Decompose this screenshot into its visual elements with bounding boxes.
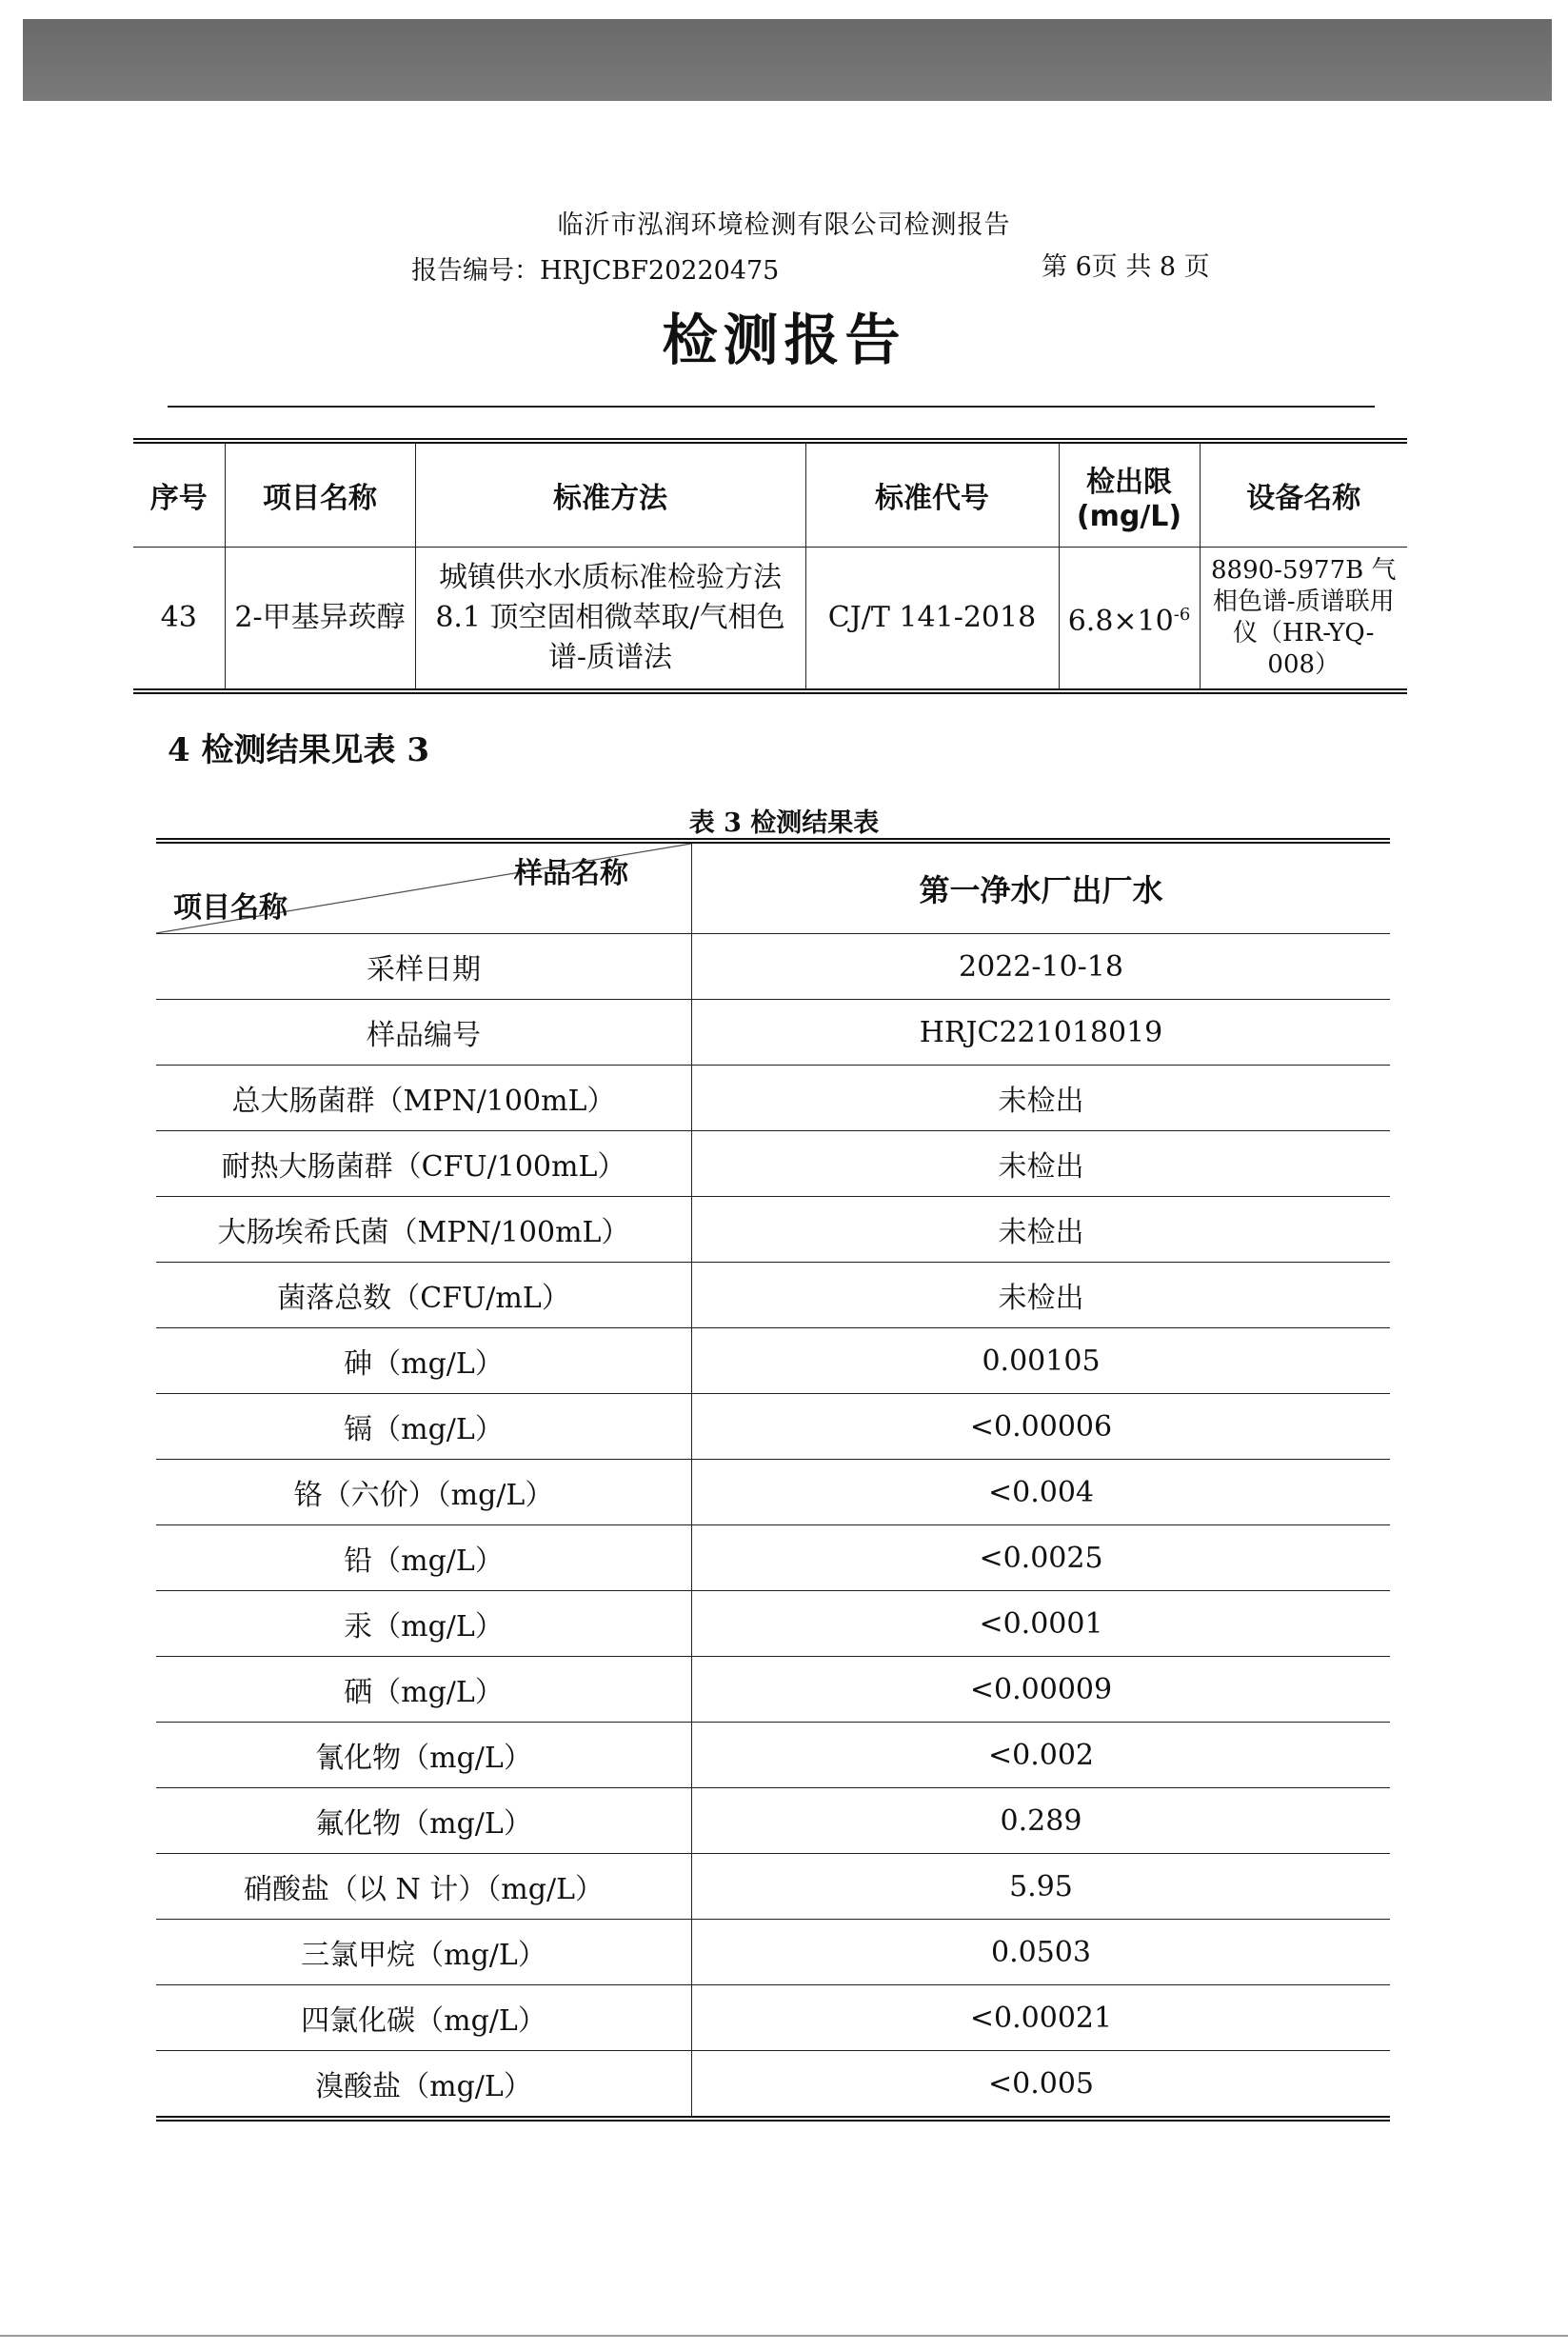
company-header: 临沂市泓润环境检测有限公司检测报告 <box>557 210 1011 240</box>
limit-exponent: -6 <box>1173 604 1191 625</box>
table-row <box>156 1394 1390 1460</box>
table-row <box>156 934 1390 1000</box>
cell-code: CJ/T 141-2018 <box>805 548 1059 692</box>
header-method: 标准方法 <box>415 441 805 548</box>
result-item: 菌落总数（CFU/mL） <box>156 1263 692 1328</box>
result-item: 三氯甲烷（mg/L） <box>156 1920 692 1985</box>
result-value: 未检出 <box>692 1197 1391 1263</box>
results-header-row <box>156 841 1390 934</box>
result-value: <0.0025 <box>692 1525 1391 1591</box>
result-value: 0.0503 <box>692 1920 1391 1985</box>
result-value: <0.00006 <box>692 1394 1391 1460</box>
header-equipment: 设备名称 <box>1200 441 1407 548</box>
result-item: 四氯化碳（mg/L） <box>156 1985 692 2051</box>
corner-sample-label: 样品名称 <box>514 857 628 890</box>
result-value: HRJC221018019 <box>692 1000 1391 1066</box>
table-row <box>156 1657 1390 1723</box>
cell-limit <box>1059 548 1200 692</box>
table-row <box>156 2051 1390 2120</box>
result-item: 氟化物（mg/L） <box>156 1788 692 1854</box>
table-row <box>156 1460 1390 1525</box>
table-row <box>156 1920 1390 1985</box>
result-item: 铬（六价）（mg/L） <box>156 1460 692 1525</box>
table-row <box>156 1263 1390 1328</box>
result-value: 未检出 <box>692 1131 1391 1197</box>
table-row <box>156 1591 1390 1657</box>
report-number: 报告编号：HRJCBF20220475 <box>411 256 780 286</box>
result-item: 氰化物（mg/L） <box>156 1723 692 1788</box>
cell-equipment: 8890-5977B 气相色谱-质谱联用仪（HR-YQ-008） <box>1200 548 1407 692</box>
table-row <box>156 1131 1390 1197</box>
results-table <box>156 838 1390 2122</box>
table-row <box>156 1000 1390 1066</box>
methods-header-row <box>133 441 1407 548</box>
result-value: <0.00009 <box>692 1657 1391 1723</box>
table-row <box>156 1985 1390 2051</box>
header-code: 标准代号 <box>805 441 1059 548</box>
cell-method: 城镇供水水质标准检验方法 8.1 顶空固相微萃取/气相色谱-质谱法 <box>415 548 805 692</box>
limit-base: 6.8×10 <box>1067 604 1174 638</box>
table-row <box>156 1197 1390 1263</box>
table-row <box>156 1723 1390 1788</box>
result-value: <0.0001 <box>692 1591 1391 1657</box>
table-row <box>156 1328 1390 1394</box>
result-value: 0.00105 <box>692 1328 1391 1394</box>
cell-item: 2-甲基异莰醇 <box>225 548 415 692</box>
header-item: 项目名称 <box>225 441 415 548</box>
header-limit-unit: (mg/L) <box>1076 499 1182 533</box>
section-heading: 4 检测结果见表 3 <box>168 731 429 769</box>
scan-bottom-line <box>0 2335 1568 2337</box>
result-item: 铅（mg/L） <box>156 1525 692 1591</box>
title-divider <box>168 406 1375 408</box>
result-value: <0.004 <box>692 1460 1391 1525</box>
result-item: 镉（mg/L） <box>156 1394 692 1460</box>
diagonal-header-cell <box>156 841 692 934</box>
header-limit-label: 检出限 <box>1086 465 1172 499</box>
table-row <box>156 1525 1390 1591</box>
result-item: 硒（mg/L） <box>156 1657 692 1723</box>
corner-item-label: 项目名称 <box>173 891 288 925</box>
result-item: 总大肠菌群（MPN/100mL） <box>156 1066 692 1131</box>
scan-top-bar <box>23 19 1552 101</box>
result-value: 未检出 <box>692 1263 1391 1328</box>
sample-name-header: 第一净水厂出厂水 <box>692 841 1391 934</box>
result-item: 耐热大肠菌群（CFU/100mL） <box>156 1131 692 1197</box>
report-title: 检测报告 <box>662 308 906 372</box>
result-value: <0.00021 <box>692 1985 1391 2051</box>
result-value: 未检出 <box>692 1066 1391 1131</box>
cell-seq: 43 <box>133 548 225 692</box>
result-value: 0.289 <box>692 1788 1391 1854</box>
result-item: 汞（mg/L） <box>156 1591 692 1657</box>
results-table-title: 表 3 检测结果表 <box>688 808 880 838</box>
header-limit <box>1059 441 1200 548</box>
result-value: <0.005 <box>692 2051 1391 2120</box>
result-item: 样品编号 <box>156 1000 692 1066</box>
table-row <box>156 1788 1390 1854</box>
result-item: 溴酸盐（mg/L） <box>156 2051 692 2120</box>
result-item: 大肠埃希氏菌（MPN/100mL） <box>156 1197 692 1263</box>
table-row <box>156 1854 1390 1920</box>
header-seq: 序号 <box>133 441 225 548</box>
methods-table <box>133 438 1407 694</box>
methods-row <box>133 548 1407 692</box>
result-item: 采样日期 <box>156 934 692 1000</box>
result-item: 砷（mg/L） <box>156 1328 692 1394</box>
result-value: 2022-10-18 <box>692 934 1391 1000</box>
table-row <box>156 1066 1390 1131</box>
result-value: <0.002 <box>692 1723 1391 1788</box>
result-item: 硝酸盐（以 N 计）（mg/L） <box>156 1854 692 1920</box>
result-value: 5.95 <box>692 1854 1391 1920</box>
page-number: 第 6页 共 8 页 <box>1042 252 1210 282</box>
